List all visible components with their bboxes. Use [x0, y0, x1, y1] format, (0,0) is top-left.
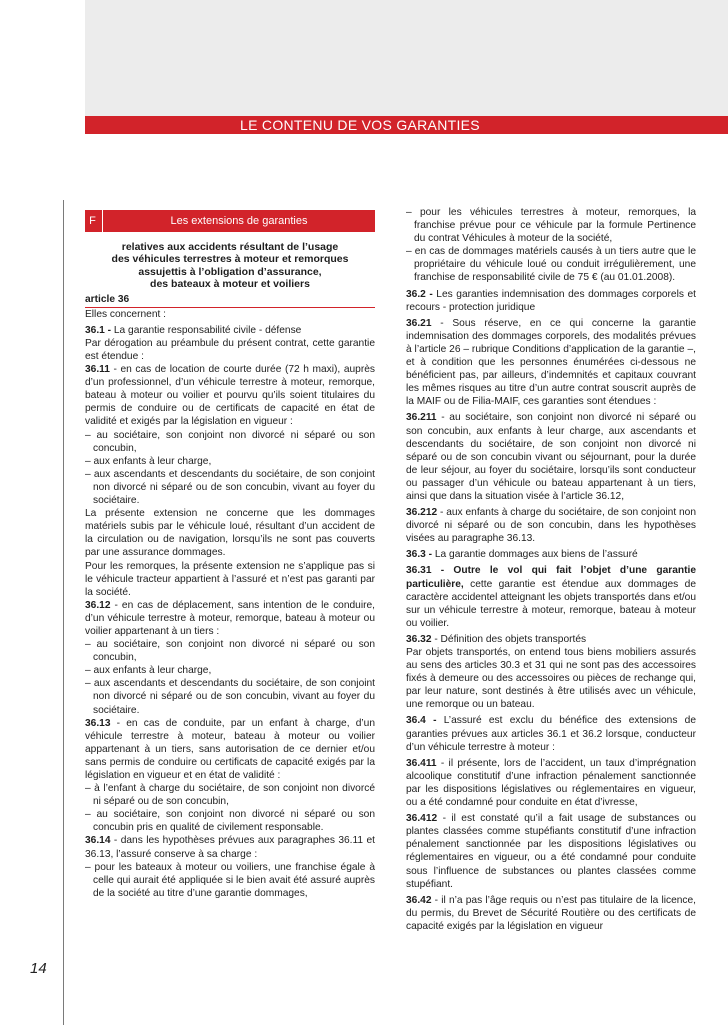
subtitle-line: assujettis à l’obligation d’assurance, — [138, 265, 322, 278]
paragraph-36-21: 36.21 - Sous réserve, en ce qui concerne la garantie indemnisation des dommages corporels, des modalités prévues à l’article 26 – rubrique Conditions d’application de la garantie –, et à condition que les personnes énumérées ci-dessous ne bénéficient pas, par ailleurs, d’indemnités et capitaux couvrant les mêmes risques au titre d’un autre contrat souscrit auprès de la MAIF ou de Filia-MAIF, ces garanties sont étendues : — [406, 317, 696, 408]
section-letter: F — [89, 215, 96, 227]
intro-text: Elles concernent : — [85, 308, 166, 320]
list-item: – à l’enfant à charge du sociétaire, de son conjoint non divorcé ni séparé ou de son concubin, — [85, 783, 375, 808]
left-column — [85, 210, 375, 900]
paragraph-36-4: 36.4 - L’assuré est exclu du bénéfice des extensions de garanties prévues aux articles 36.1 et 36.2 lorsque, conducteur d’un véhicule terrestre à moteur : — [406, 715, 696, 753]
section-title: LE CONTENU DE VOS GARANTIES — [240, 117, 480, 133]
paragraph: La présente extension ne concerne que les dommages matériels subis par le véhicule loué, résultant d’un accident de la circulation ou de navigation, lorsqu’ils ne sont pas couverts par une assurance dommages. — [85, 508, 375, 559]
page-number: 14 — [30, 960, 47, 977]
list-item: – aux enfants à leur charge, — [85, 455, 212, 467]
paragraph-36-12: 36.12 - en cas de déplacement, sans intention de le conduire, d’un véhicule terrestre à moteur, remorque, bateau à moteur ou voilier appartenant à un tiers : — [85, 599, 375, 637]
section-header-bar — [85, 116, 728, 134]
paragraph: Pour les remorques, la présente extension ne s’applique pas si le véhicule tracteur appartient à l’assuré et n’est pas garanti par la société. — [85, 560, 375, 598]
subtitle-block — [85, 241, 375, 291]
list-item: – en cas de dommages matériels causés à un tiers autre que le propriétaire du véhicule loué ou conduit irrégulièrement, une franchise de responsabilité civile de 75 € (au 01.01.2008). — [406, 246, 696, 284]
paragraph-36-411: 36.411 - il présente, lors de l’accident, un taux d’imprégnation alcoolique constitutif d’une infraction pénalement sanctionnée par les dispositions législatives ou réglementaires en vigueur, ou a été condamné pour conduite en état d’ivresse, — [406, 757, 696, 809]
paragraph-36-11: 36.11 - en cas de location de courte durée (72 h maxi), auprès d’un professionnel, d’un véhicule terrestre à moteur, remorque, bateau à moteur ou voilier et pourvu qu’ils soient titulaires du permis de conduire ou de certificats de capacité en état de validité et exigés par la législation en vigueur : — [85, 364, 375, 428]
paragraph-36-211: 36.211 - au sociétaire, son conjoint non divorcé ni séparé ou son concubin, aux enfants à leur charge, aux ascendants et descendants du sociétaire, de son conjoint non divorcé ni séparé ou de son concubin vivant ou séjournant, pour la durée de leur séjour, au foyer du sociétaire, lorsqu’ils sont conducteur ou passager d’un véhicule ou bateau appartenant à un tiers, ainsi que dans la situation visée à l’article 36.12, — [406, 412, 696, 502]
paragraph: Par objets transportés, on entend tous biens mobiliers assurés au sens des articles 30.3 et 31 qui ne sont pas des accessoires fixés à demeure ou des accessoires ou pièces de rechange qui, par leur nature, sont destinés à être utilisés avec un véhicule, une remorque ou un bateau. — [406, 647, 696, 711]
list-item: – aux enfants à leur charge, — [85, 665, 212, 677]
paragraph-36-42: 36.42 - il n’a pas l’âge requis ou n’est pas titulaire de la licence, du permis, du Brevet de Sécurité Routière ou des certificats de capacité exigés par la législation en vigueur — [406, 894, 696, 932]
heading-36-3: 36.3 - La garantie dommages aux biens de l’assuré — [406, 549, 638, 561]
right-column — [406, 206, 696, 933]
section-box-title: Les extensions de garanties — [102, 210, 375, 232]
paragraph-36-13: 36.13 - en cas de conduite, par un enfant à charge, d’un véhicule terrestre à moteur, bateau à moteur ou voilier appartenant à un tiers, sans autorisation de ce dernier et/ou sans permis de conduire ou certificats de capacité exigés par la législation en vigueur et en état de validité : — [85, 717, 375, 781]
subtitle-line: des véhicules terrestres à moteur et remorques — [111, 253, 349, 266]
heading-36-2: 36.2 - Les garanties indemnisation des dommages corporels et recours - protection juridique — [406, 288, 696, 313]
paragraph-36-32: 36.32 - Définition des objets transportés — [406, 633, 587, 645]
margin-rule — [63, 200, 64, 1025]
list-item: – au sociétaire, son conjoint non divorcé ni séparé ou son concubin, — [85, 429, 375, 454]
section-box — [85, 210, 375, 232]
list-item: – aux ascendants et descendants du sociétaire, de son conjoint non divorcé ni séparé ou de son concubin, vivant au foyer du sociétaire. — [85, 678, 375, 716]
paragraph-36-31: 36.31 - Outre le vol qui fait l’objet d’une garantie particulière, cette garantie est étendue aux dommages de caractère accidentel atteignant les objets transportés dans et/ou sur un véhicule terrestre à moteur, remorque, bateau à moteur ou voilier. — [406, 565, 696, 629]
list-item: – pour les véhicules terrestres à moteur, remorques, la franchise prévue pour ce véhicule par la formule Pertinence du contrat Véhicules à moteur de la société, — [406, 207, 696, 245]
heading-36-1: 36.1 - La garantie responsabilité civile - défense — [85, 324, 302, 336]
list-item: – pour les bateaux à moteur ou voiliers, une franchise égale à celle qui aurait été appliquée si le bien avait été assuré auprès de la société au titre d’une garantie dommages, — [85, 861, 375, 899]
list-item: – au sociétaire, son conjoint non divorcé ni séparé ou son concubin, — [85, 639, 375, 664]
list-item: – aux ascendants et descendants du sociétaire, de son conjoint non divorcé ni séparé ou de son concubin, vivant au foyer du sociétaire. — [85, 468, 375, 507]
paragraph-36-412: 36.412 - il est constaté qu’il a fait usage de substances ou plantes classées comme stupéfiants constitutif d’une infraction pénalement sanctionnée par les dispositions législatives ou réglementaires en vigueur, ou a été condamné pour conduite sous l’influence de substances ou plantes classées comme stupéfiant. — [406, 813, 696, 890]
subtitle-line: des bateaux à moteur et voiliers — [150, 278, 310, 291]
subtitle-line: relatives aux accidents résultant de l’usage — [121, 241, 339, 253]
header-band — [85, 0, 728, 116]
paragraph-36-212: 36.212 - aux enfants à charge du sociétaire, de son conjoint non divorcé ni séparé ou de son concubin, dans les hypothèses visées au paragraphe 36.13. — [406, 507, 696, 545]
list-item: – au sociétaire, son conjoint non divorcé ni séparé ou son concubin pris en qualité de civilement responsable. — [85, 809, 375, 834]
paragraph: Par dérogation au préambule du présent contrat, cette garantie est étendue : — [85, 337, 375, 362]
article-heading: article 36 — [85, 293, 375, 308]
paragraph-36-14: 36.14 - dans les hypothèses prévues aux paragraphes 36.11 et 36.13, l’assuré conserve à sa charge : — [85, 835, 375, 860]
